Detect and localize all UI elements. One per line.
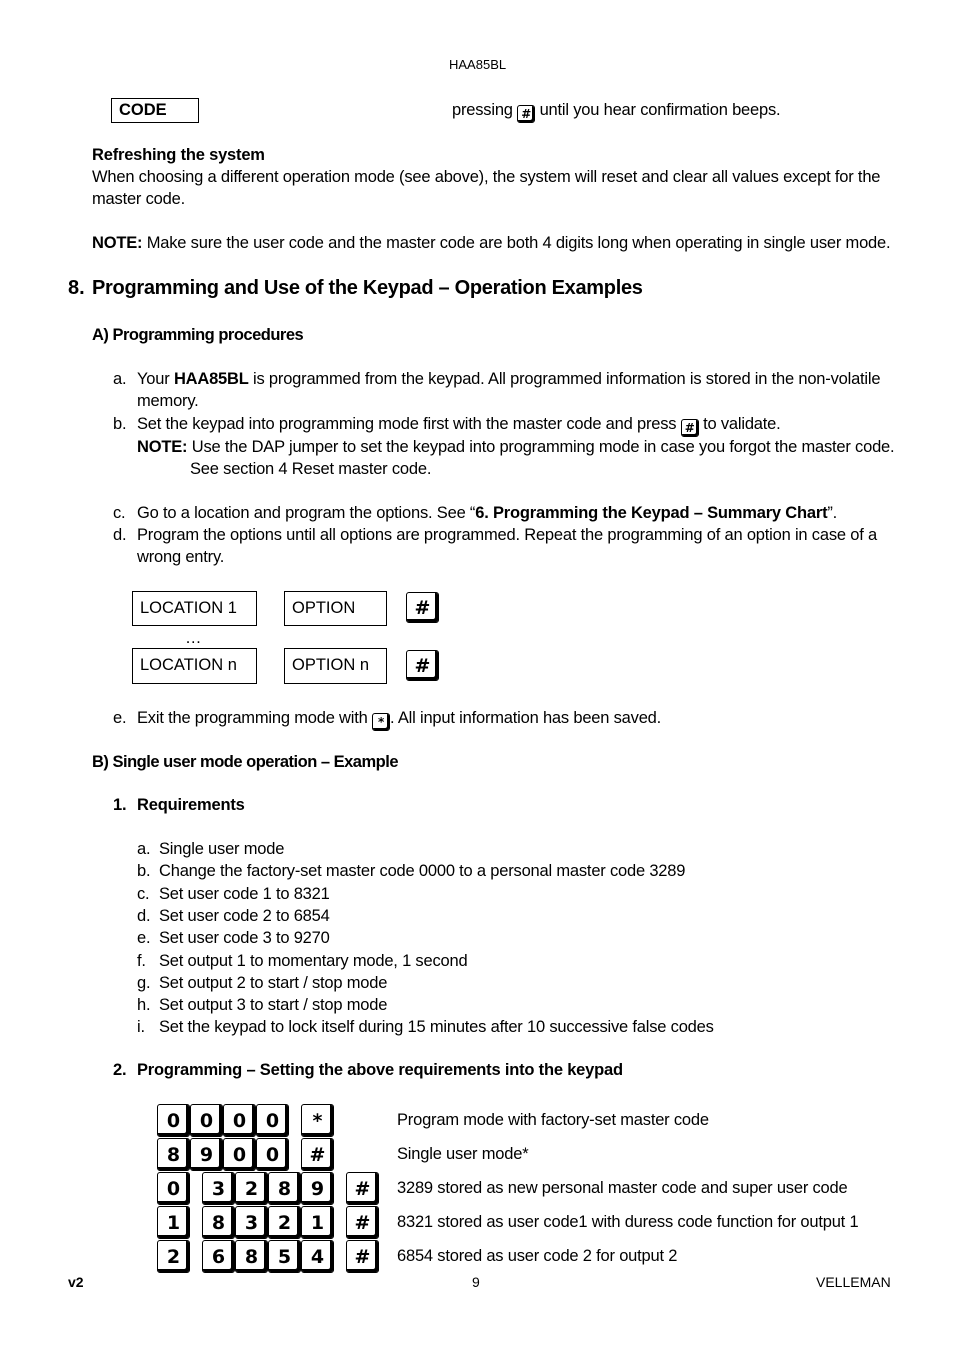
item-b-marker: b. — [113, 415, 127, 433]
item-c-marker: c. — [113, 504, 126, 522]
item-b-line — [137, 413, 781, 437]
requirements-number: 1. — [113, 796, 127, 814]
requirement-marker: f. — [137, 951, 146, 970]
requirement-item: Set output 2 to start / stop mode — [159, 973, 388, 992]
refresh-line1: When choosing a different operation mode (see above), the system will reset and clear all values except for the — [92, 168, 881, 186]
pressing-line — [452, 99, 780, 123]
item-d-line1: Program the options until all options are programmed. Repeat the programming of an option in case of a — [137, 526, 877, 544]
digit-key-icon: 3 — [202, 1172, 235, 1205]
key-sequence-row — [157, 1206, 379, 1239]
pressing-before: pressing — [452, 101, 513, 119]
item-c-ref: 6. Programming the Keypad – Summary Chart — [475, 504, 828, 522]
digit-key-icon: 1 — [301, 1206, 334, 1239]
key-gap — [334, 1240, 346, 1273]
digit-key-icon: 0 — [256, 1138, 289, 1171]
item-a-marker: a. — [113, 370, 127, 388]
key-gap — [289, 1138, 301, 1171]
key-sequence-row — [157, 1172, 379, 1205]
footer-version: v2 — [68, 1274, 84, 1290]
digit-key-icon: 8 — [235, 1240, 268, 1273]
key-gap — [289, 1104, 301, 1137]
key-sequence-description: Program mode with factory-set master code — [397, 1111, 709, 1129]
requirement-marker: e. — [137, 929, 151, 948]
function-key-icon: * — [301, 1104, 334, 1137]
item-a-pre: Your — [137, 370, 174, 388]
key-sequence-description: 8321 stored as user code1 with duress code function for output 1 — [397, 1213, 859, 1231]
requirement-item: Single user mode — [159, 840, 285, 858]
item-b-note-text: Use the DAP jumper to set the keypad into programming mode in case you forgot the master code. — [191, 438, 895, 456]
key-gap — [190, 1172, 202, 1205]
requirement-item: Set user code 2 to 6854 — [159, 906, 330, 925]
function-key-icon: # — [346, 1206, 379, 1239]
requirements-title: Requirements — [137, 796, 245, 814]
hash-key-icon: # — [517, 105, 535, 123]
footer-page: 9 — [472, 1274, 480, 1290]
digit-key-icon: 3 — [235, 1206, 268, 1239]
digit-key-icon: 0 — [157, 1104, 190, 1137]
hash-key-icon: # — [406, 592, 439, 623]
item-a-model: HAA85BL — [173, 370, 249, 388]
note-label: NOTE: — [92, 234, 143, 252]
digit-key-icon: 9 — [190, 1138, 223, 1171]
item-b-note-line2: See section 4 Reset master code. — [190, 460, 432, 478]
item-e-marker: e. — [113, 709, 127, 727]
digit-key-icon: 2 — [268, 1206, 301, 1239]
item-c-line — [137, 502, 837, 524]
item-a-post: is programmed from the keypad. All programmed information is stored in the non-volatile — [248, 370, 881, 388]
item-e-line — [137, 707, 661, 731]
star-key-icon: * — [372, 713, 390, 731]
item-b-note-label: NOTE: — [137, 438, 188, 456]
ellipsis: … — [185, 629, 202, 647]
digit-key-icon: 2 — [235, 1172, 268, 1205]
function-key-icon: # — [346, 1240, 379, 1273]
item-d-marker: d. — [113, 526, 127, 544]
item-e-post: . All input information has been saved. — [390, 709, 662, 727]
item-c-post: ”. — [827, 504, 838, 522]
digit-key-icon: 0 — [256, 1104, 289, 1137]
requirement-item: Set the keypad to lock itself during 15 minutes after 10 successive false codes — [159, 1018, 714, 1037]
item-e-pre: Exit the programming mode with — [137, 709, 368, 727]
requirement-marker: c. — [137, 884, 150, 903]
digit-key-icon: 5 — [268, 1240, 301, 1273]
option-box: OPTION — [284, 591, 387, 626]
requirement-item: Set user code 3 to 9270 — [159, 929, 330, 948]
requirement-marker: b. — [137, 862, 151, 881]
requirement-item: Set output 3 to start / stop mode — [159, 996, 388, 1015]
digit-key-icon: 2 — [157, 1240, 190, 1273]
digit-key-icon: 0 — [223, 1104, 256, 1137]
key-gap — [190, 1206, 202, 1239]
footer-brand: VELLEMAN — [816, 1274, 891, 1290]
key-gap — [334, 1172, 346, 1205]
item-d-line2: wrong entry. — [137, 548, 225, 566]
key-sequence-row — [157, 1240, 379, 1273]
item-a-line1 — [137, 368, 880, 390]
header-model: HAA85BL — [449, 57, 507, 72]
key-sequence-row — [157, 1104, 334, 1137]
digit-key-icon: 0 — [157, 1172, 190, 1205]
digit-key-icon: 0 — [190, 1104, 223, 1137]
location-n-box: LOCATION n — [132, 648, 257, 684]
digit-key-icon: 8 — [268, 1172, 301, 1205]
digit-key-icon: 8 — [202, 1206, 235, 1239]
programming-title: Programming – Setting the above requirements into the keypad — [137, 1061, 623, 1079]
section-a-title: A) Programming procedures — [92, 326, 304, 344]
section-8-title: Programming and Use of the Keypad – Operation Examples — [92, 277, 643, 299]
key-gap — [334, 1206, 346, 1239]
pressing-after: until you hear confirmation beeps. — [539, 101, 781, 119]
key-sequence-description: 6854 stored as user code 2 for output 2 — [397, 1247, 678, 1265]
requirement-marker: d. — [137, 906, 151, 925]
requirement-item: Set user code 1 to 8321 — [159, 884, 330, 903]
requirement-item: Change the factory-set master code 0000 to a personal master code 3289 — [159, 862, 686, 881]
code-box: CODE — [111, 98, 199, 123]
digit-key-icon: 9 — [301, 1172, 334, 1205]
hash-key-icon: # — [681, 419, 699, 437]
hash-key-icon: # — [406, 650, 439, 681]
function-key-icon: # — [301, 1138, 334, 1171]
key-sequence-description: 3289 stored as new personal master code and super user code — [397, 1179, 848, 1197]
digit-key-icon: 1 — [157, 1206, 190, 1239]
requirement-marker: a. — [137, 840, 151, 858]
digit-key-icon: 4 — [301, 1240, 334, 1273]
key-sequence-description: Single user mode* — [397, 1145, 529, 1163]
function-key-icon: # — [346, 1172, 379, 1205]
requirement-marker: i. — [137, 1018, 145, 1037]
programming-number: 2. — [113, 1061, 127, 1079]
requirement-item: Set output 1 to momentary mode, 1 second — [159, 951, 468, 970]
item-b-after: to validate. — [703, 415, 781, 433]
digit-key-icon: 6 — [202, 1240, 235, 1273]
section-8-number: 8. — [68, 277, 85, 299]
requirement-marker: g. — [137, 973, 151, 992]
option-n-box: OPTION n — [284, 648, 387, 684]
note-text: Make sure the user code and the master code are both 4 digits long when operating in single user mode. — [146, 234, 891, 252]
location-1-box: LOCATION 1 — [132, 591, 257, 626]
refresh-line2: master code. — [92, 190, 185, 208]
item-a-line2: memory. — [137, 392, 199, 410]
requirement-marker: h. — [137, 996, 151, 1015]
digit-key-icon: 0 — [223, 1138, 256, 1171]
key-sequence-row — [157, 1138, 334, 1171]
item-c-pre: Go to a location and program the options. See “ — [137, 504, 476, 522]
item-b-note — [137, 436, 894, 458]
key-gap — [190, 1240, 202, 1273]
section-b-title: B) Single user mode operation – Example — [92, 753, 398, 771]
note-line — [92, 232, 890, 254]
digit-key-icon: 8 — [157, 1138, 190, 1171]
item-b-text: Set the keypad into programming mode first with the master code and press — [137, 415, 677, 433]
refresh-title: Refreshing the system — [92, 146, 265, 164]
